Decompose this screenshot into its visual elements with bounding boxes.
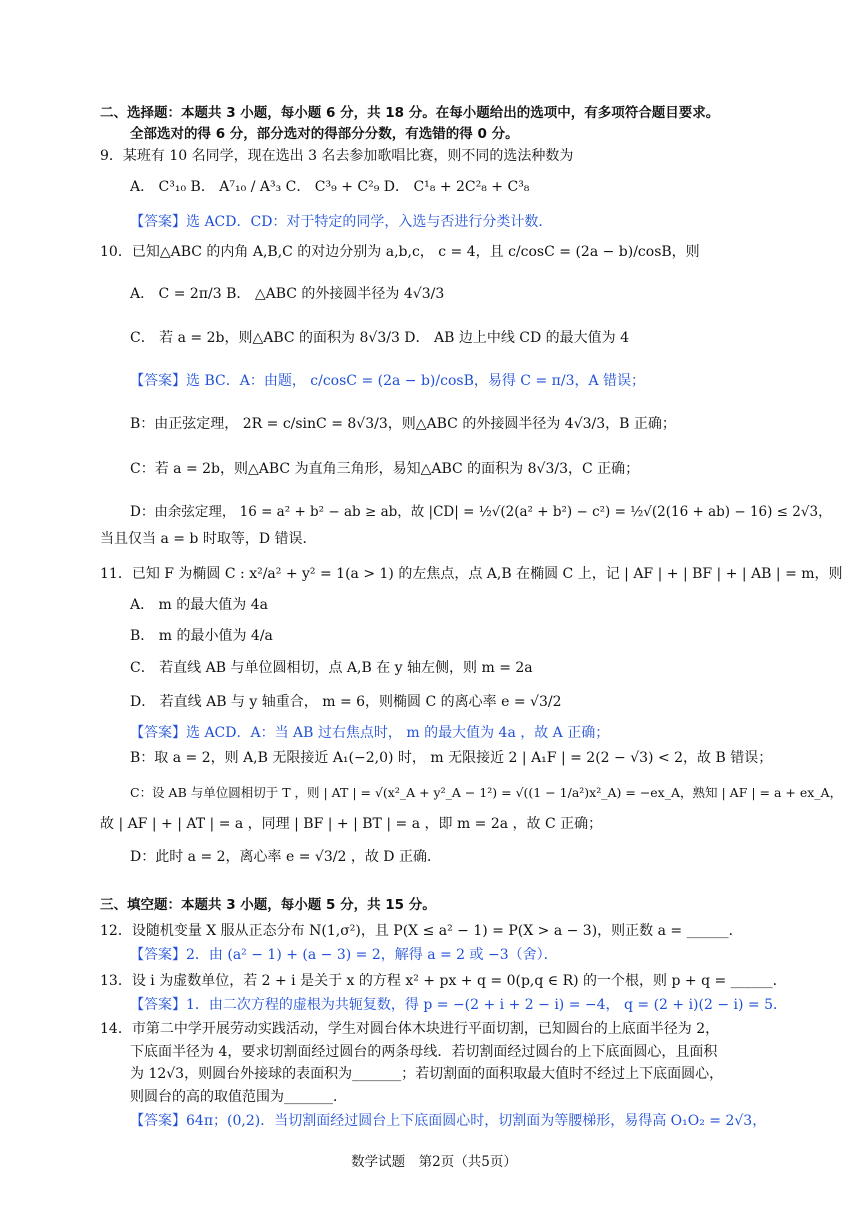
answer-line: 【答案】选 BC．A：由题， c/cosC = (2a − b)/cosB，易得 C = π/3，A 错误； (130, 373, 646, 389)
solution-line: 当且仅当 a = b 时取等，D 错误． (100, 531, 317, 547)
question-options: A． C³₁₀ B． A⁷₁₀ / A³₃ C． C³₉ + C²₉ D． C¹₈ + 2C²₈ + C³₈ (130, 179, 530, 195)
solution-line: B：由正弦定理， 2R = c/sinC = 8√3/3，则△ABC 的外接圆半径为 4√3/3，B 正确； (130, 416, 676, 432)
page-footer: 数学试题 第2页（共5页） (351, 1154, 517, 1170)
answer-line: 【答案】2．由 (a² − 1) + (a − 3) = 2，解得 a = 2 或 −3（舍）． (130, 947, 558, 963)
option-c: C． 若直线 AB 与单位圆相切，点 A,B 在 y 轴左侧，则 m = 2a (130, 660, 533, 676)
answer-line: 【答案】64π；(0,2)．当切割面经过圆台上下底面圆心时，切割面为等腰梯形，易得高 O₁O₂ = 2√3， (130, 1113, 767, 1129)
question-options: C． 若 a = 2b，则△ABC 的面积为 8√3/3 D． AB 边上中线 CD 的最大值为 4 (130, 330, 630, 346)
question-stem-cont: 为 12√3，则圆台外接球的表面积为_______；若切割面的面积取最大值时不经过上下底面圆心， (130, 1066, 724, 1082)
solution-line: C：若 a = 2b，则△ABC 为直角三角形，易知△ABC 的面积为 8√3/3，C 正确； (130, 461, 640, 477)
question-options: A． C = 2π/3 B． △ABC 的外接圆半径为 4√3/3 (130, 286, 445, 302)
solution-line: C：设 AB 与单位圆相切于 T ，则 | AT | = √(x²_A + y²_A − 1²) = √((1 − 1/a²)x²_A) = −ex_A，熟知 | AF | = a + ex_A， (130, 785, 843, 800)
answer-line: 【答案】1．由二次方程的虚根为共轭复数，得 p = −(2 + i + 2 − i) = −4， q = (2 + i)(2 − i) = 5． (130, 997, 787, 1013)
answer-line: 【答案】选 ACD．CD：对于特定的同学，入选与否进行分类计数． (130, 214, 553, 230)
solution-line: D：此时 a = 2，离心率 e = √3/2 ，故 D 正确． (130, 849, 441, 865)
solution-line: D：由余弦定理， 16 = a² + b² − ab ≥ ab，故 |CD| = ½√(2(a² + b²) − c²) = ½√(2(16 + ab) − 16) ≤ 2√3， (130, 504, 832, 520)
solution-line: 故 | AF | + | AT | = a ，同理 | BF | + | BT | = a ，即 m = 2a ，故 C 正确； (100, 816, 603, 832)
question-stem: 14．市第二中学开展劳动实践活动，学生对圆台体木块进行平面切割，已知圆台的上底面半径为 2， (100, 1021, 720, 1037)
question-stem: 13．设 i 为虚数单位，若 2 + i 是关于 x 的方程 x² + px + q = 0(p,q ∈ R) 的一个根，则 p + q = ______． (100, 973, 787, 989)
question-stem: 9．某班有 10 名同学，现在选出 3 名去参加歌唱比赛，则不同的选法种数为 (100, 148, 574, 164)
option-a: A． m 的最大值为 4a (130, 597, 268, 613)
question-stem-cont: 则圆台的高的取值范围为_______． (130, 1089, 347, 1105)
section-header: 二、选择题：本题共 3 小题，每小题 6 分，共 18 分。在每小题给出的选项中，有多项符合题目要求。 (100, 105, 720, 121)
question-stem: 12．设随机变量 X 服从正态分布 N(1,σ²)，且 P(X ≤ a² − 1) = P(X > a − 3)，则正数 a = ______． (100, 923, 743, 939)
question-stem: 11．已知 F 为椭圆 C : x²/a² + y² = 1(a > 1) 的左焦点，点 A,B 在椭圆 C 上，记 | AF | + | BF | + | AB | = m，则 (100, 566, 843, 582)
section-header-cont: 全部选对的得 6 分，部分选对的得部分分数，有选错的得 0 分。 (130, 126, 519, 142)
option-b: B． m 的最小值为 4/a (130, 628, 273, 644)
option-d: D． 若直线 AB 与 y 轴重合， m = 6，则椭圆 C 的离心率 e = √3/2 (130, 694, 562, 710)
section-header: 三、填空题：本题共 3 小题，每小题 5 分，共 15 分。 (100, 897, 436, 913)
answer-line: 【答案】选 ACD．A：当 AB 过右焦点时， m 的最大值为 4a ，故 A 正确； (130, 725, 610, 741)
question-stem: 10．已知△ABC 的内角 A,B,C 的对边分别为 a,b,c， c = 4，且 c/cosC = (2a − b)/cosB，则 (100, 244, 700, 260)
question-stem-cont: 下底面半径为 4，要求切割面经过圆台的两条母线．若切割面经过圆台的上下底面圆心，且面积 (130, 1044, 718, 1060)
solution-line: B：取 a = 2，则 A,B 无限接近 A₁(−2,0) 时， m 无限接近 2 | A₁F | = 2(2 − √3) < 2，故 B 错误； (130, 750, 773, 766)
